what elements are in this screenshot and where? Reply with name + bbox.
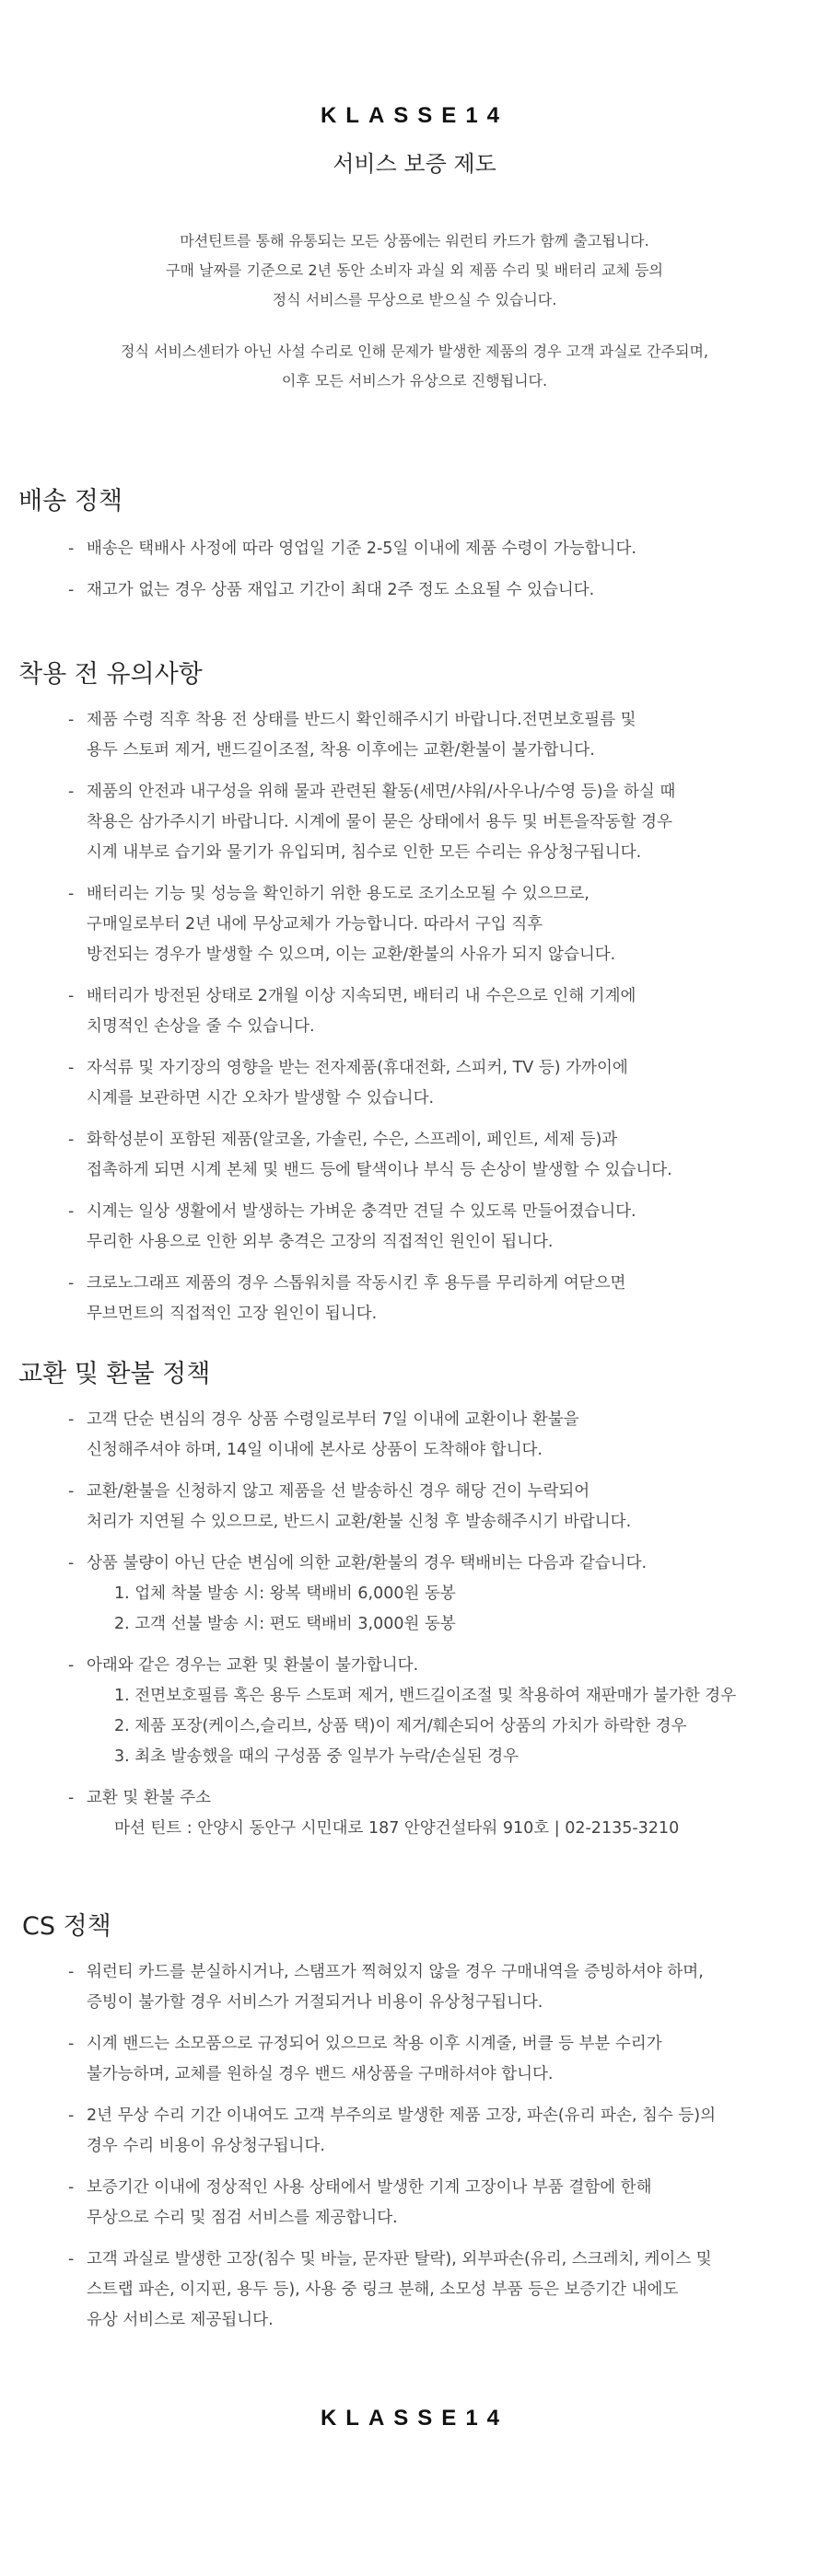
list-item: - 시계 밴드는 소모품으로 규정되어 있으므로 착용 이후 시계줄, 버클 등 부분 수리가 불가능하며, 교체를 원하실 경우 밴드 새상품을 구매하셔야 합니다.: [68, 2035, 662, 2083]
intro-line: 정식 서비스센터가 아닌 사설 수리로 인해 문제가 발생한 제품의 경우 고객 과실로 간주되며,: [121, 342, 708, 360]
list-item: - 재고가 없는 경우 상품 재입고 기간이 최대 2주 정도 소요될 수 있습니다.: [68, 581, 595, 599]
list-item-shipping-fee: - 상품 불량이 아닌 단순 변심에 의한 교환/환불의 경우 택배비는 다음과 같습니다. 1. 업체 착불 발송 시: 왕복 택배비 6,000원 동봉 2. 고객 선불 발송 시: 편도 택배비 3,000원 동봉: [68, 1549, 823, 1640]
list-item: - 시계는 일상 생활에서 발생하는 가벼운 충격만 견딜 수 있도록 만들어졌습니다. 무리한 사용으로 인한 외부 충격은 고장의 직접적인 원인이 됩니다.: [68, 1202, 636, 1251]
list-item-not-allowed: - 아래와 같은 경우는 교환 및 환불이 불가합니다. 1. 전면보호필름 혹은 용두 스토퍼 제거, 밴드길이조절 및 착용하여 재판매가 불가한 경우 2. 제품 포장(케이스,슬리브, 상품 택)이 제거/훼손되어 상품의 가치가 하락한 경우 3. 최초 발송했을 때의 구성품 중 일부가 누락/손실된 경우: [68, 1651, 823, 1772]
intro-line: 이후 모든 서비스가 유상으로 진행됩니다.: [281, 372, 548, 389]
list-item: - 고객 단순 변심의 경우 상품 수령일로부터 7일 이내에 교환이나 환불을 신청해주셔야 하며, 14일 이내에 본사로 상품이 도착해야 합니다.: [68, 1410, 579, 1459]
intro-line: 마션틴트를 통해 유통되는 모든 상품에는 워런티 카드가 함께 출고됩니다.: [180, 232, 649, 249]
section-title-precautions: 착용 전 유의사항: [18, 660, 203, 689]
list-item: - 워런티 카드를 분실하시거나, 스탬프가 찍혀있지 않을 경우 구매내역을 증빙하셔야 하며, 증빙이 불가할 경우 서비스가 거절되거나 비용이 유상청구됩니다.: [68, 1963, 704, 2012]
sub-item: 1. 업체 착불 발송 시: 왕복 택배비 6,000원 동봉: [114, 1584, 456, 1603]
brand-logo-top: KLASSE14: [320, 103, 509, 128]
list-item: - 자석류 및 자기장의 영향을 받는 전자제품(휴대전화, 스피커, TV 등) 가까이에 시계를 보관하면 시간 오차가 발생할 수 있습니다.: [68, 1059, 628, 1108]
list-item: - 제품의 안전과 내구성을 위해 물과 관련된 활동(세면/샤워/사우나/수영 등)을 하실 때 착용은 삼가주시기 바랍니다. 시계에 물이 묻은 상태에서 용두 및 버튼을작동할 경우 시계 내부로 습기와 물기가 유입되며, 침수로 인한 모든 수리는 유상청구됩니다.: [68, 783, 676, 862]
precautions-list: [68, 705, 823, 1340]
list-item: - 배송은 택배사 사정에 따라 영업일 기준 2-5일 이내에 제품 수령이 가능합니다.: [68, 540, 636, 558]
list-item: - 크로노그래프 제품의 경우 스톱워치를 작동시킨 후 용두를 무리하게 여닫으면 무브먼트의 직접적인 고장 원인이 됩니다.: [68, 1274, 626, 1323]
sub-item: 1. 전면보호필름 혹은 용두 스토퍼 제거, 밴드길이조절 및 착용하여 재판매가 불가한 경우: [114, 1687, 737, 1705]
intro-line: 구매 날짜를 기준으로 2년 동안 소비자 과실 외 제품 수리 및 배터리 교체 등의: [166, 261, 663, 279]
cs-policy-list: [68, 1957, 823, 2347]
intro-paragraph-private-repair: [0, 337, 829, 396]
not-allowed-sublist: [87, 1681, 823, 1772]
list-item-return-address: - 교환 및 환불 주소 마션 틴트 : 안양시 동안구 시민대로 187 안양건설타워 910호 | 02-2135-3210: [68, 1783, 823, 1844]
list-item: - 교환/환불을 신청하지 않고 제품을 선 발송하신 경우 해당 건이 누락되어 처리가 지연될 수 있으므로, 반드시 교환/환불 신청 후 발송해주시기 바랍니다.: [68, 1482, 632, 1531]
sub-item: 2. 고객 선불 발송 시: 편도 택배비 3,000원 동봉: [114, 1615, 456, 1633]
brand-logo-bottom: KLASSE14: [320, 2406, 509, 2431]
list-item: - 제품 수령 직후 착용 전 상태를 반드시 확인해주시기 바랍니다.전면보호필름 및 용두 스토퍼 제거, 밴드길이조절, 착용 이후에는 교환/환불이 불가합니다.: [68, 711, 636, 760]
section-title-cs: CS 정책: [22, 1912, 111, 1941]
section-title-shipping: 배송 정책: [18, 487, 123, 516]
section-title-exchange-refund: 교환 및 환불 정책: [18, 1360, 211, 1388]
list-item: - 배터리가 방전된 상태로 2개월 이상 지속되면, 배터리 내 수은으로 인해 기계에 치명적인 손상을 줄 수 있습니다.: [68, 987, 636, 1036]
list-item: - 화학성분이 포함된 제품(알코올, 가솔린, 수은, 스프레이, 페인트, 세제 등)과 접촉하게 되면 시계 본체 및 밴드 등에 탈색이나 부식 등 손상이 발생할 수 있습니다.: [68, 1131, 672, 1179]
list-item: - 2년 무상 수리 기간 이내여도 고객 부주의로 발생한 제품 고장, 파손(유리 파손, 침수 등)의 경우 수리 비용이 유상청구됩니다.: [68, 2106, 716, 2155]
sub-item: 2. 제품 포장(케이스,슬리브, 상품 택)이 제거/훼손되어 상품의 가치가 하락한 경우: [114, 1717, 687, 1735]
shipping-policy-list: [68, 534, 823, 617]
list-item: - 배터리는 기능 및 성능을 확인하기 위한 용도로 조기소모될 수 있으므로, 구매일로부터 2년 내에 무상교체가 가능합니다. 따라서 구입 직후 방전되는 경우가 발생할 수 있으며, 이는 교환/환불의 사유가 되지 않습니다.: [68, 885, 616, 964]
exchange-policy-list: [68, 1405, 823, 1855]
intro-paragraph-warranty: [0, 226, 829, 315]
page-title: 서비스 보증 제도: [333, 151, 496, 177]
list-item: - 보증기간 이내에 정상적인 사용 상태에서 발생한 기계 고장이나 부품 결함에 한해 무상으로 수리 및 점검 서비스를 제공합니다.: [68, 2178, 652, 2227]
sub-item: 3. 최초 발송했을 때의 구성품 중 일부가 누락/손실된 경우: [114, 1747, 520, 1766]
shipping-fee-sublist: [87, 1579, 823, 1640]
return-address: 마션 틴트 : 안양시 동안구 시민대로 187 안양건설타워 910호 | 02-2135-3210: [114, 1819, 680, 1838]
intro-line: 정식 서비스를 무상으로 받으실 수 있습니다.: [272, 291, 557, 308]
list-item: - 고객 과실로 발생한 고장(침수 및 바늘, 문자판 탈락), 외부파손(유리, 스크레치, 케이스 및 스트랩 파손, 이지핀, 용두 등), 사용 중 링크 분해, 소모성 부품 등은 보증기간 내에도 유상 서비스로 제공됩니다.: [68, 2250, 712, 2329]
